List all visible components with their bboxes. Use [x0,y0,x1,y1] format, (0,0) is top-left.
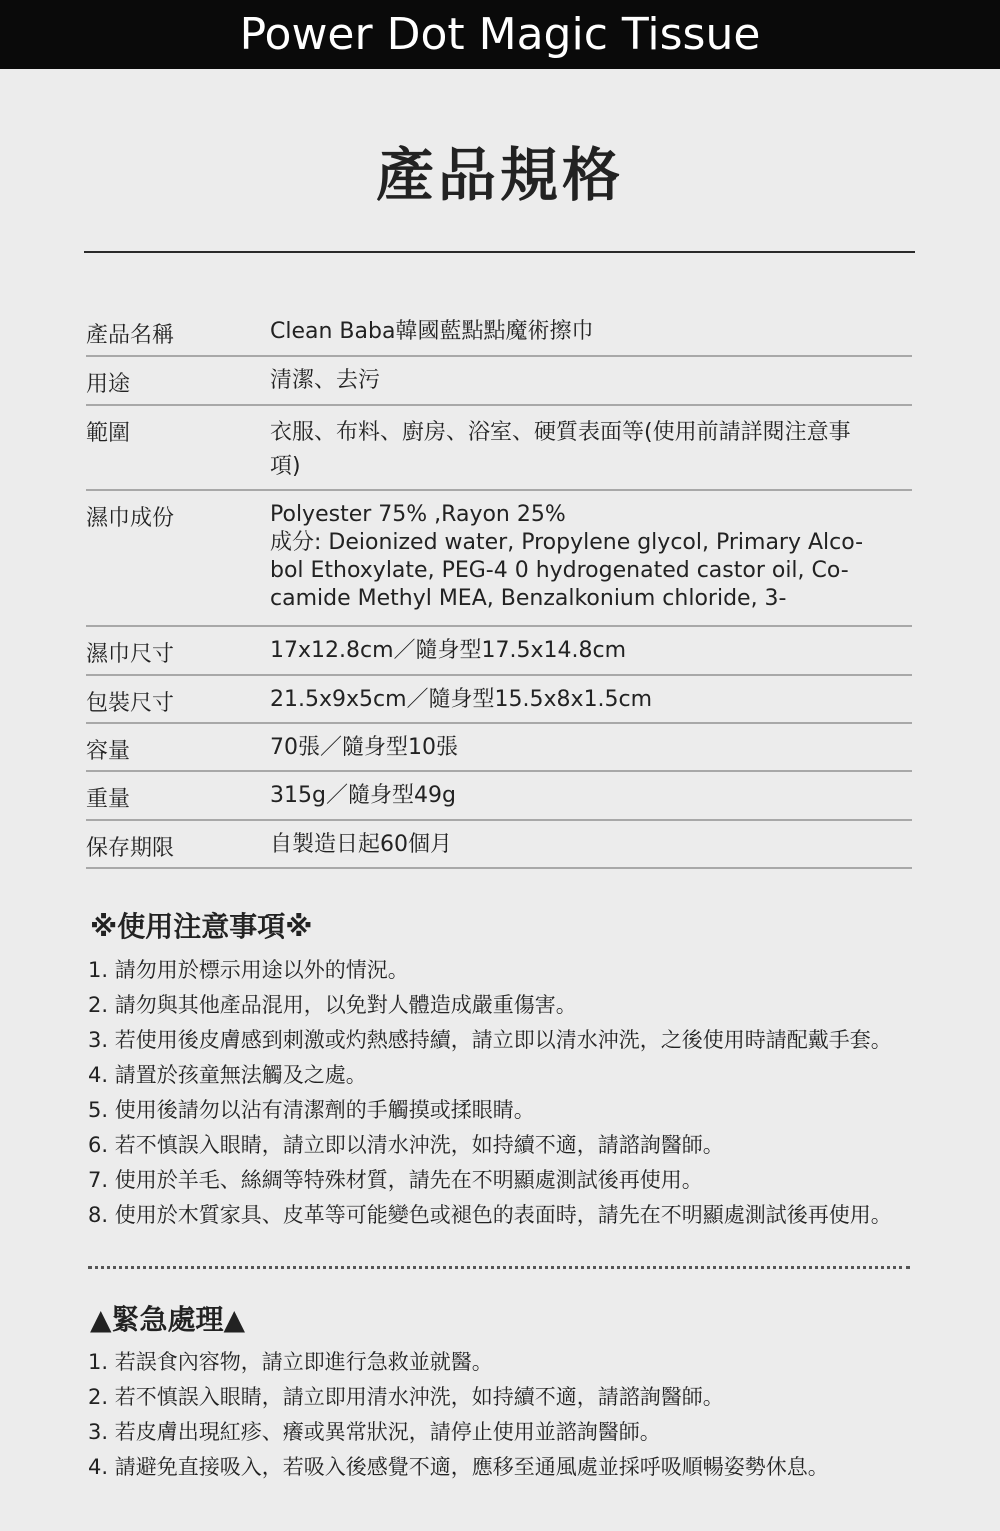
spec-label: 重量 [86,787,131,812]
spec-value-line: 項) [270,454,301,479]
list-item: 4. 請置於孩童無法觸及之處。 [88,1063,367,1087]
brand-title: Power Dot Magic Tissue [239,9,761,60]
list-item: 5. 使用後請勿以沾有清潔劑的手觸摸或揉眼睛。 [88,1098,535,1122]
spec-value-line: bol Ethoxylate, PEG-4 0 hydrogenated castor oil, Co- [270,558,849,583]
spec-value-line: 清潔、去污 [270,368,381,393]
spec-value-line: 70張／隨身型10張 [270,735,458,760]
spec-value-line: 成分: Deionized water, Propylene glycol, Primary Alco- [270,530,864,555]
spec-label: 包裝尺寸 [86,691,175,716]
spec-value-line: 315g／隨身型49g [270,783,456,808]
page-title: 產品規格 [375,141,624,209]
spec-value-line: 衣服、布料、廚房、浴室、硬質表面等(使用前請詳閱注意事 [270,420,851,445]
spec-row-weight [86,772,912,821]
spec-value-line: 21.5x9x5cm／隨身型15.5x8x1.5cm [270,687,653,712]
list-item: 4. 請避免直接吸入，若吸入後感覺不適，應移至通風處並採呼吸順暢姿勢休息。 [88,1455,829,1479]
spec-row-shelf-life [86,821,912,869]
spec-value-line: 自製造日起60個月 [270,832,452,857]
spec-row-ingredients [86,491,912,627]
spec-value-line: Polyester 75% ,Rayon 25% [270,502,566,527]
list-item: 1. 若誤食內容物，請立即進行急救並就醫。 [88,1350,493,1374]
spec-label: 容量 [86,739,131,764]
list-item: 7. 使用於羊毛、絲綢等特殊材質，請先在不明顯處測試後再使用。 [88,1168,703,1192]
spec-value [270,821,912,867]
brand-header [0,0,1000,69]
spec-row-package-size [86,676,912,724]
list-item: 1. 請勿用於標示用途以外的情況。 [88,958,409,982]
spec-row-capacity [86,724,912,772]
spec-label: 產品名稱 [86,323,175,348]
spec-value [270,627,912,674]
precautions-heading: ※使用注意事項※ [90,910,313,943]
spec-label: 用途 [86,372,131,397]
spec-label: 範圍 [86,421,131,446]
spec-value-line: camide Methyl MEA, Benzalkonium chloride, 3- [270,586,787,611]
dotted-divider [88,1266,910,1269]
list-item: 2. 若不慎誤入眼睛，請立即用清水沖洗，如持續不適，請諮詢醫師。 [88,1385,724,1409]
title-divider [84,251,915,253]
spec-row-product-name [86,308,912,357]
spec-label: 濕巾尺寸 [86,642,175,667]
emergency-heading: ▲緊急處理▲ [90,1303,246,1336]
list-item: 3. 若皮膚出現紅疹、癢或異常狀況，請停止使用並諮詢醫師。 [88,1420,661,1444]
spec-row-wipe-size [86,627,912,676]
spec-label: 濕巾成份 [86,506,175,531]
list-item: 6. 若不慎誤入眼睛，請立即以清水沖洗，如持續不適，請諮詢醫師。 [88,1133,724,1157]
spec-value-line: 17x12.8cm／隨身型17.5x14.8cm [270,638,627,663]
spec-value [270,406,912,489]
list-item: 2. 請勿與其他產品混用，以免對人體造成嚴重傷害。 [88,993,577,1017]
spec-value-line: Clean Baba韓國藍點點魔術擦巾 [270,319,594,344]
list-item: 8. 使用於木質家具、皮革等可能變色或褪色的表面時，請先在不明顯處測試後再使用。 [88,1203,892,1227]
precautions-list [88,953,988,1233]
spec-value [270,357,912,404]
spec-value [270,724,912,770]
spec-value [270,491,912,625]
spec-value [270,772,912,819]
spec-label: 保存期限 [86,836,175,861]
spec-value [270,676,912,722]
spec-row-scope [86,406,912,491]
spec-value [270,308,912,355]
spec-table [86,308,912,869]
spec-row-usage [86,357,912,406]
emergency-list [88,1345,988,1485]
list-item: 3. 若使用後皮膚感到刺激或灼熱感持續，請立即以清水沖洗，之後使用時請配戴手套。 [88,1028,892,1052]
